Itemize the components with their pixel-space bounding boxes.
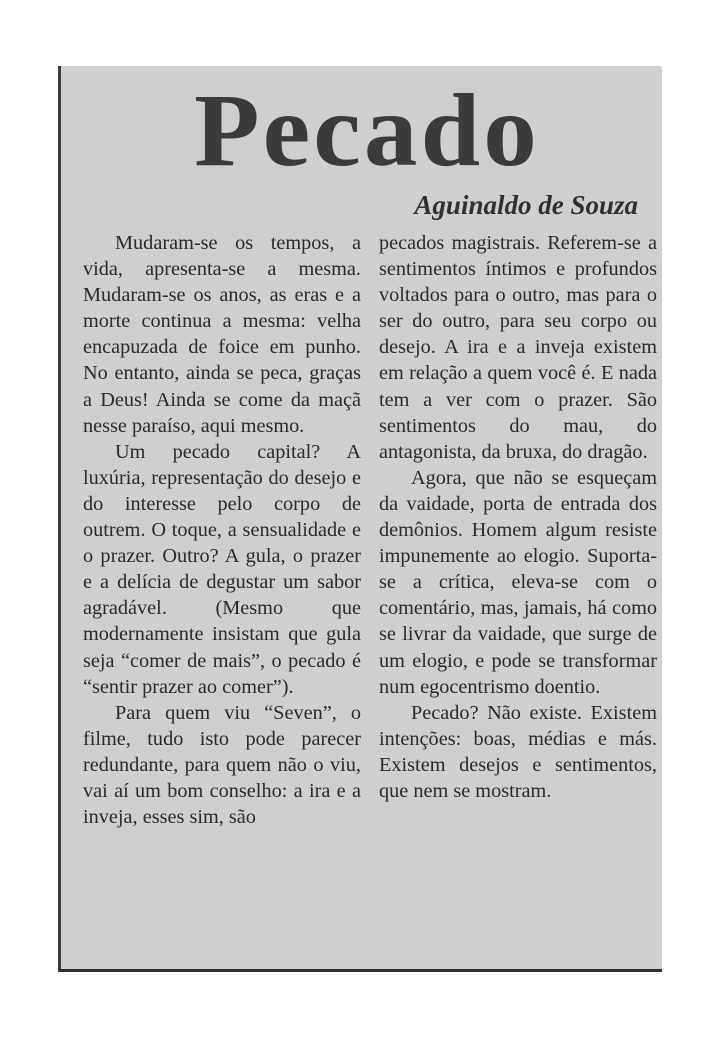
- article-author: Aguinaldo de Souza: [414, 190, 638, 220]
- article-title: Pecado: [194, 73, 540, 188]
- paragraph: Mudaram-se os tempos, a vida, apresenta-se a mesma. Mudaram-se os anos, as eras e a morte continua a mesma: velha encapuzada de foice em punho. No entanto, ainda se peca, graças a Deus! Ainda se come da maçã nesse paraíso, aqui mesmo.: [83, 232, 361, 437]
- newspaper-clipping: [58, 66, 662, 972]
- left-column: [83, 230, 361, 830]
- paragraph: Um pecado capital? A luxúria, representação do desejo e do interesse pelo corpo de outrem. O toque, a sensualidade e o prazer. Outro? A gula, o prazer e a delícia de degustar um sabor agradável. (Mesmo que modernamente insistam que gula seja “comer de mais”, o pecado é “sentir prazer ao comer”).: [83, 440, 361, 698]
- paragraph: Para quem viu “Seven”, o filme, tudo isto pode parecer redundante, para quem não o viu, vai aí um bom conselho: a ira e a inveja, esses sim, são: [83, 701, 361, 829]
- paragraph: Pecado? Não existe. Existem intenções: boas, médias e más. Existem desejos e sentimentos, que nem se mostram.: [379, 701, 657, 802]
- paragraph: Agora, que não se esqueçam da vaidade, porta de entrada dos demônios. Homem algum resiste impunemente ao elogio. Suporta-se a crítica, eleva-se com o comentário, mas, jamais, há como se livrar da vaidade, que surge de um elogio, e pode se transformar num egocentrismo doentio.: [379, 466, 657, 698]
- right-column: [379, 230, 657, 804]
- paragraph: pecados magistrais. Referem-se a sentimentos íntimos e profundos voltados para o outro, mas para o ser do outro, para seu corpo ou desejo. A ira e a inveja existem em relação a quem você é. E nada tem a ver com o prazer. São sentimentos do mau, do antagonista, da bruxa, do dragão.: [379, 232, 657, 463]
